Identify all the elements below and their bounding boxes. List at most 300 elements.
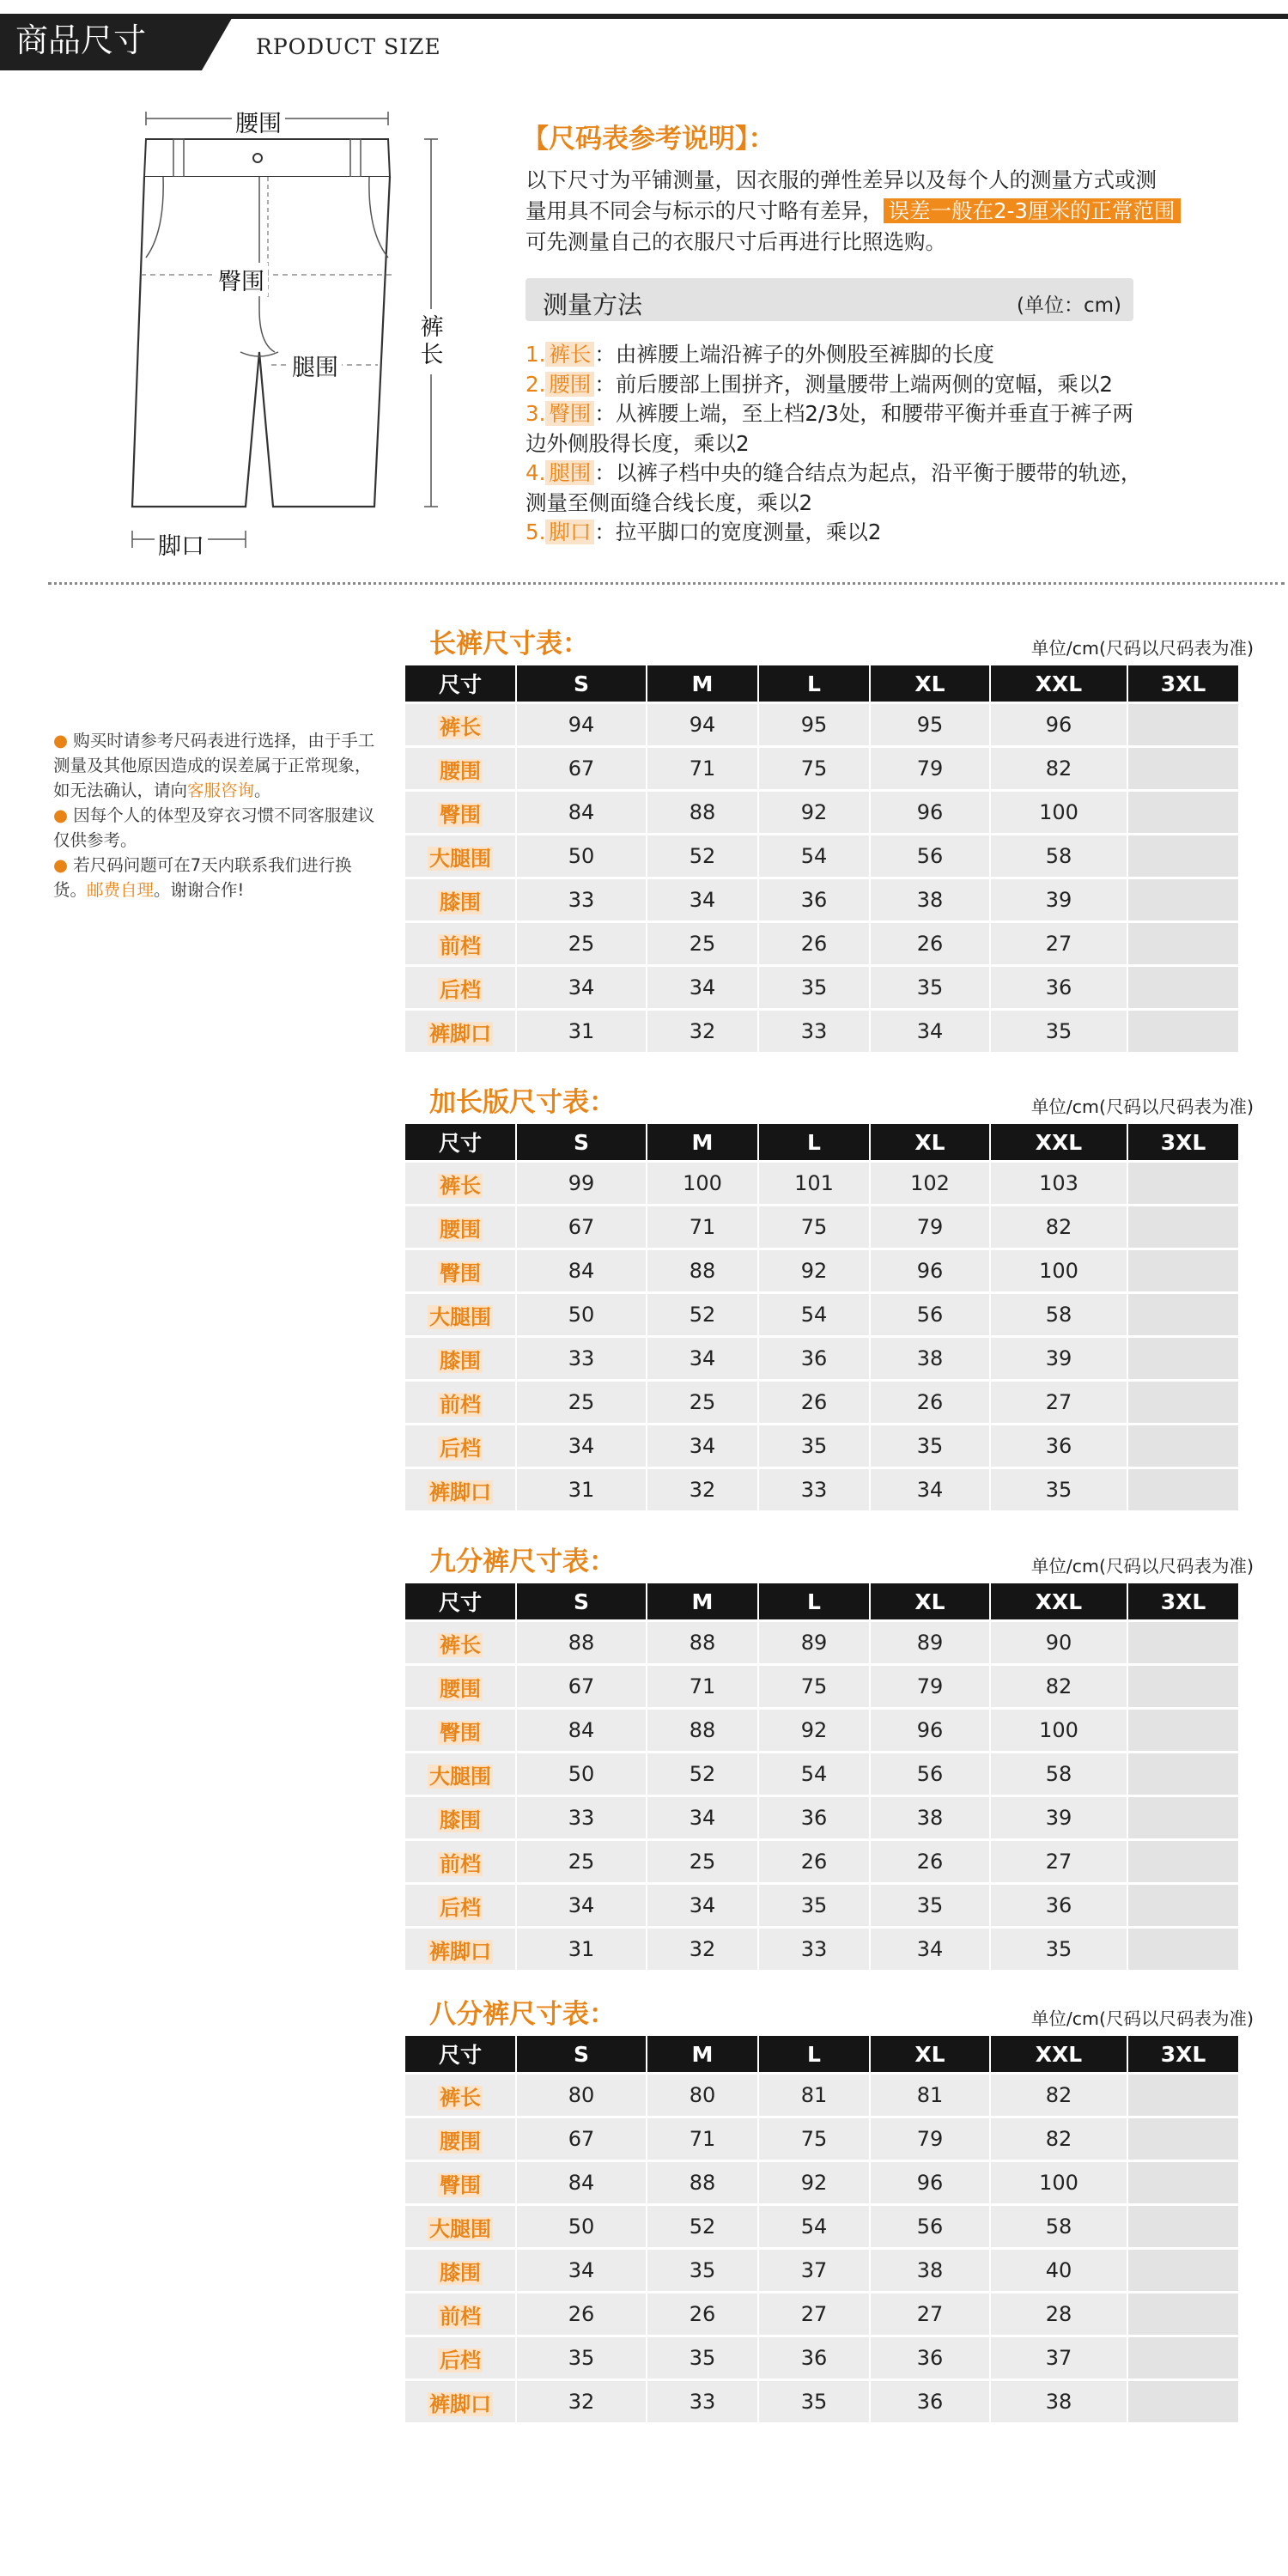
table-cell: 36 <box>871 2337 989 2379</box>
table-cell <box>1128 1929 1238 1970</box>
column-header: M <box>647 2036 757 2072</box>
table-row <box>405 1841 1238 1882</box>
table-cell: 34 <box>517 1425 646 1467</box>
row-label <box>405 1622 515 1663</box>
table-row <box>405 2075 1238 2116</box>
row-label <box>405 748 515 789</box>
table-cell: 50 <box>517 1294 646 1335</box>
table-cell: 95 <box>759 704 869 745</box>
table-cell: 25 <box>517 1382 646 1423</box>
table-row <box>405 748 1238 789</box>
table-row <box>405 2337 1238 2379</box>
table-cell: 34 <box>517 2250 646 2291</box>
row-label-text: 裤脚口 <box>429 1021 491 1046</box>
row-label-text: 裤长 <box>440 714 481 739</box>
row-label <box>405 1425 515 1467</box>
column-header: S <box>517 665 646 702</box>
table-cell: 33 <box>759 1929 869 1970</box>
table-cell <box>1128 792 1238 833</box>
method-key: 裤长 <box>545 342 594 367</box>
table-cell: 79 <box>871 748 989 789</box>
column-header: S <box>517 1583 646 1619</box>
table-cell: 38 <box>871 1338 989 1379</box>
row-label <box>405 704 515 745</box>
row-label <box>405 1011 515 1052</box>
row-label <box>405 2206 515 2247</box>
column-header: L <box>759 1124 869 1160</box>
method-key: 脚口 <box>545 519 594 544</box>
table-cell: 39 <box>991 879 1127 920</box>
table-row <box>405 1250 1238 1291</box>
table-title: 八分裤尺寸表： <box>429 1999 616 2030</box>
table-row <box>405 1294 1238 1335</box>
reference-text <box>526 165 1212 258</box>
method-text: ：由裤腰上端沿裤子的外侧股至裤脚的长度 <box>594 342 994 367</box>
row-label-text: 臀围 <box>440 2172 481 2197</box>
table-row <box>405 1666 1238 1707</box>
table-cell: 96 <box>871 1710 989 1751</box>
table-cell: 26 <box>759 923 869 964</box>
table-cell: 100 <box>991 2162 1127 2203</box>
column-header: M <box>647 1583 757 1619</box>
column-header: 尺寸 <box>405 2036 515 2072</box>
method-text: ：前后腰部上围拼齐，测量腰带上端两侧的宽幅，乘以2 <box>594 371 1113 397</box>
table-cell: 38 <box>991 2381 1127 2422</box>
table-cell: 35 <box>871 967 989 1008</box>
side-note <box>53 803 380 853</box>
table-cell: 37 <box>759 2250 869 2291</box>
table-cell: 36 <box>759 879 869 920</box>
table-cell: 33 <box>517 879 646 920</box>
table-header-row <box>405 665 1238 702</box>
table-cell: 101 <box>759 1163 869 1204</box>
table-cell <box>1128 2162 1238 2203</box>
pants-diagram <box>120 94 481 575</box>
size-table <box>404 2033 1240 2425</box>
method-number: 2. <box>526 371 546 397</box>
table-cell <box>1128 2250 1238 2291</box>
table-cell: 80 <box>647 2075 757 2116</box>
table-cell: 50 <box>517 835 646 877</box>
table-cell: 50 <box>517 2206 646 2247</box>
row-label-text: 前档 <box>440 933 481 958</box>
bullet-icon: ● <box>53 805 74 825</box>
row-label-text: 裤脚口 <box>429 2391 491 2416</box>
table-unit-note: 单位/cm(尺码以尺码表为准) <box>1030 638 1254 659</box>
table-cell <box>1128 1885 1238 1926</box>
thigh-label: 腿围 <box>289 349 342 382</box>
table-cell: 88 <box>647 2162 757 2203</box>
table-cell: 37 <box>991 2337 1127 2379</box>
table-cell: 71 <box>647 1666 757 1707</box>
table-cell: 31 <box>517 1469 646 1510</box>
table-row <box>405 1206 1238 1248</box>
table-row <box>405 1425 1238 1467</box>
table-cell: 25 <box>517 923 646 964</box>
table-cell: 26 <box>647 2293 757 2335</box>
table-cell: 100 <box>647 1163 757 1204</box>
row-label-text: 后档 <box>440 1895 481 1920</box>
table-cell: 58 <box>991 1294 1127 1335</box>
row-label <box>405 1929 515 1970</box>
table-cell: 71 <box>647 2118 757 2160</box>
table-cell: 75 <box>759 748 869 789</box>
row-label-text: 腰围 <box>440 758 481 783</box>
table-cell <box>1128 1797 1238 1838</box>
size-table <box>404 1121 1240 1513</box>
length-label: 裤长 <box>417 309 447 374</box>
row-label <box>405 1250 515 1291</box>
table-cell: 84 <box>517 1250 646 1291</box>
table-cell: 82 <box>991 2118 1127 2160</box>
table-cell: 67 <box>517 1206 646 1248</box>
table-row <box>405 1929 1238 1970</box>
table-title: 长裤尺寸表： <box>429 629 589 659</box>
table-cell: 54 <box>759 835 869 877</box>
column-header: S <box>517 1124 646 1160</box>
table-cell: 35 <box>517 2337 646 2379</box>
table-cell: 89 <box>871 1622 989 1663</box>
table-cell: 58 <box>991 1753 1127 1795</box>
table-cell: 35 <box>647 2337 757 2379</box>
table-cell: 36 <box>759 2337 869 2379</box>
row-label <box>405 1469 515 1510</box>
side-note-text: 因每个人的体型及穿衣习惯不同客服建议仅供参考。 <box>53 805 375 850</box>
table-cell: 34 <box>647 1797 757 1838</box>
measure-method-bar <box>526 278 1133 321</box>
table-title: 九分裤尺寸表： <box>429 1546 616 1577</box>
table-cell: 34 <box>871 1469 989 1510</box>
column-header: XL <box>871 1583 989 1619</box>
reference-line <box>526 196 1212 227</box>
waist-label: 腰围 <box>232 105 285 138</box>
row-label <box>405 1753 515 1795</box>
table-cell: 35 <box>759 967 869 1008</box>
table-cell: 26 <box>871 923 989 964</box>
table-cell <box>1128 1710 1238 1751</box>
row-label-text: 臀围 <box>440 1261 481 1285</box>
row-label-text: 膝围 <box>440 2260 481 2285</box>
table-unit-note: 单位/cm(尺码以尺码表为准) <box>1030 1556 1254 1577</box>
table-cell: 96 <box>991 704 1127 745</box>
table-cell: 27 <box>991 1382 1127 1423</box>
table-header-row <box>405 1583 1238 1619</box>
row-label-text: 大腿围 <box>429 846 491 871</box>
table-row <box>405 1622 1238 1663</box>
table-cell: 52 <box>647 1753 757 1795</box>
table-cell: 100 <box>991 1250 1127 1291</box>
reference-line: 可先测量自己的衣服尺寸后再进行比照选购。 <box>526 229 946 254</box>
table-cell: 54 <box>759 2206 869 2247</box>
table-cell: 71 <box>647 1206 757 1248</box>
row-label-text: 腰围 <box>440 1217 481 1242</box>
column-header: M <box>647 665 757 702</box>
table-row <box>405 2118 1238 2160</box>
method-number: 1. <box>526 342 546 367</box>
customer-service-highlight: 客服咨询 <box>187 781 255 800</box>
method-continuation: 测量至侧面缝合线长度，乘以2 <box>526 489 813 515</box>
table-cell: 38 <box>871 2250 989 2291</box>
table-cell: 27 <box>759 2293 869 2335</box>
table-cell: 34 <box>647 879 757 920</box>
column-header: 尺寸 <box>405 665 515 702</box>
table-cell: 82 <box>991 748 1127 789</box>
row-label-text: 臀围 <box>440 1720 481 1745</box>
column-header: XL <box>871 665 989 702</box>
row-label <box>405 1206 515 1248</box>
table-cell: 81 <box>871 2075 989 2116</box>
column-header: L <box>759 1583 869 1619</box>
column-header: L <box>759 665 869 702</box>
table-cell: 31 <box>517 1011 646 1052</box>
table-cell <box>1128 1382 1238 1423</box>
table-cell: 36 <box>759 1338 869 1379</box>
method-item <box>526 340 1255 370</box>
row-label <box>405 792 515 833</box>
column-header: 3XL <box>1128 665 1238 702</box>
column-header: XXL <box>991 2036 1127 2072</box>
table-cell: 25 <box>517 1841 646 1882</box>
method-continuation: 边外侧股得长度，乘以2 <box>526 430 750 456</box>
table-cell: 26 <box>871 1841 989 1882</box>
table-cell: 88 <box>647 792 757 833</box>
table-cell: 33 <box>759 1469 869 1510</box>
table-cell: 81 <box>759 2075 869 2116</box>
side-note-text: 。谢谢合作! <box>154 880 245 900</box>
table-cell: 75 <box>759 2118 869 2160</box>
table-cell: 27 <box>991 923 1127 964</box>
table-cell <box>1128 1011 1238 1052</box>
row-label <box>405 879 515 920</box>
column-header: S <box>517 2036 646 2072</box>
measure-method-title: 测量方法 <box>543 290 643 319</box>
table-cell: 88 <box>647 1622 757 1663</box>
table-cell: 36 <box>991 967 1127 1008</box>
table-cell: 71 <box>647 748 757 789</box>
table-cell <box>1128 879 1238 920</box>
row-label-text: 臀围 <box>440 802 481 827</box>
table-cell: 80 <box>517 2075 646 2116</box>
table-cell: 92 <box>759 1710 869 1751</box>
table-cell: 56 <box>871 2206 989 2247</box>
row-label <box>405 923 515 964</box>
table-cell: 26 <box>759 1382 869 1423</box>
table-cell: 39 <box>991 1338 1127 1379</box>
method-text: ：拉平脚口的宽度测量，乘以2 <box>594 519 882 544</box>
side-note-text: 购买时请参考尺码表进行选择，由于手工测量及其他原因造成的误差属于正常现象，如无法确认，请向 <box>53 731 375 800</box>
column-header: 尺寸 <box>405 1583 515 1619</box>
table-cell: 25 <box>647 923 757 964</box>
table-cell: 67 <box>517 2118 646 2160</box>
table-unit-note: 单位/cm(尺码以尺码表为准) <box>1030 1097 1254 1117</box>
table-cell: 26 <box>871 1382 989 1423</box>
table-cell <box>1128 967 1238 1008</box>
section-divider <box>48 582 1285 585</box>
table-cell: 84 <box>517 792 646 833</box>
column-header: M <box>647 1124 757 1160</box>
table-title: 加长版尺寸表： <box>429 1087 616 1118</box>
table-cell <box>1128 748 1238 789</box>
table-cell: 38 <box>871 1797 989 1838</box>
table-cell: 33 <box>517 1338 646 1379</box>
row-label-text: 后档 <box>440 977 481 1002</box>
table-cell: 102 <box>871 1163 989 1204</box>
table-cell <box>1128 835 1238 877</box>
table-cell: 35 <box>871 1425 989 1467</box>
method-number: 4. <box>526 460 546 485</box>
table-cell: 32 <box>647 1011 757 1052</box>
method-key: 臀围 <box>545 401 594 426</box>
table-cell: 35 <box>991 1469 1127 1510</box>
table-row <box>405 835 1238 877</box>
table-cell <box>1128 2118 1238 2160</box>
table-cell: 35 <box>991 1011 1127 1052</box>
table-cell: 39 <box>991 1797 1127 1838</box>
side-note-text: 。 <box>254 781 271 800</box>
table-cell <box>1128 1469 1238 1510</box>
method-number: 5. <box>526 519 546 544</box>
row-label <box>405 2118 515 2160</box>
table-cell: 34 <box>871 1011 989 1052</box>
table-cell: 33 <box>517 1797 646 1838</box>
row-label-text: 后档 <box>440 2348 481 2372</box>
row-label-text: 前档 <box>440 1392 481 1417</box>
table-cell: 96 <box>871 1250 989 1291</box>
row-label <box>405 2293 515 2335</box>
table-row <box>405 1753 1238 1795</box>
table-cell: 27 <box>871 2293 989 2335</box>
table-cell: 34 <box>647 1338 757 1379</box>
table-row <box>405 2206 1238 2247</box>
table-cell: 32 <box>647 1929 757 1970</box>
row-label-text: 大腿围 <box>429 1764 491 1789</box>
table-cell: 25 <box>647 1841 757 1882</box>
row-label <box>405 2162 515 2203</box>
table-row <box>405 1469 1238 1510</box>
table-cell: 52 <box>647 2206 757 2247</box>
method-text: ：以裤子档中央的缝合结点为起点，沿平衡于腰带的轨迹， <box>594 460 1142 485</box>
table-cell: 36 <box>991 1425 1127 1467</box>
row-label-text: 大腿围 <box>429 1304 491 1329</box>
table-cell: 50 <box>517 1753 646 1795</box>
table-cell: 92 <box>759 2162 869 2203</box>
table-cell <box>1128 1622 1238 1663</box>
row-label <box>405 1797 515 1838</box>
table-cell: 38 <box>871 879 989 920</box>
table-row <box>405 2381 1238 2422</box>
size-table <box>404 1581 1240 1972</box>
table-cell: 26 <box>759 1841 869 1882</box>
table-header-row <box>405 2036 1238 2072</box>
table-cell: 52 <box>647 835 757 877</box>
table-cell: 88 <box>517 1622 646 1663</box>
table-row <box>405 1885 1238 1926</box>
table-row <box>405 2162 1238 2203</box>
row-label <box>405 1338 515 1379</box>
page-title: 商品尺寸 <box>0 14 202 70</box>
row-label <box>405 1666 515 1707</box>
row-label <box>405 1382 515 1423</box>
table-cell: 36 <box>991 1885 1127 1926</box>
reference-line-text: 量用具不同会与标示的尺寸略有差异， <box>526 198 884 223</box>
table-cell: 79 <box>871 2118 989 2160</box>
column-header: XXL <box>991 1124 1127 1160</box>
table-row <box>405 1797 1238 1838</box>
bullet-icon: ● <box>53 855 74 875</box>
row-label <box>405 2075 515 2116</box>
table-row <box>405 879 1238 920</box>
measure-unit: (单位：cm) <box>1017 295 1121 317</box>
table-cell <box>1128 1294 1238 1335</box>
table-cell: 84 <box>517 1710 646 1751</box>
row-label-text: 腰围 <box>440 1676 481 1701</box>
table-cell: 96 <box>871 792 989 833</box>
table-cell: 27 <box>991 1841 1127 1882</box>
column-header: XXL <box>991 1583 1127 1619</box>
row-label-text: 裤长 <box>440 1632 481 1657</box>
row-label-text: 裤长 <box>440 2085 481 2110</box>
table-cell: 67 <box>517 1666 646 1707</box>
table-cell: 58 <box>991 835 1127 877</box>
table-cell: 35 <box>871 1885 989 1926</box>
row-label <box>405 2337 515 2379</box>
column-header: XL <box>871 1124 989 1160</box>
row-label-text: 裤长 <box>440 1173 481 1198</box>
hem-label: 脚口 <box>155 527 208 561</box>
row-label-text: 大腿围 <box>429 2216 491 2241</box>
table-cell: 56 <box>871 1753 989 1795</box>
table-row <box>405 2293 1238 2335</box>
table-cell: 35 <box>759 2381 869 2422</box>
table-cell: 34 <box>647 1425 757 1467</box>
table-cell: 34 <box>647 1885 757 1926</box>
table-row <box>405 704 1238 745</box>
table-cell: 84 <box>517 2162 646 2203</box>
row-label-text: 膝围 <box>440 890 481 914</box>
row-label-text: 裤脚口 <box>429 1479 491 1504</box>
table-row <box>405 1710 1238 1751</box>
table-cell: 35 <box>991 1929 1127 1970</box>
table-cell <box>1128 1425 1238 1467</box>
table-cell: 33 <box>759 1011 869 1052</box>
table-cell: 40 <box>991 2250 1127 2291</box>
table-cell: 94 <box>647 704 757 745</box>
column-header: XXL <box>991 665 1127 702</box>
table-cell: 26 <box>517 2293 646 2335</box>
reference-title: 【尺码表参考说明】： <box>522 124 775 155</box>
row-label <box>405 1885 515 1926</box>
table-cell: 99 <box>517 1163 646 1204</box>
side-note-text: 若尺码问题可在7天内联系我们进行换货。 <box>53 855 352 900</box>
table-cell: 35 <box>759 1885 869 1926</box>
table-cell: 28 <box>991 2293 1127 2335</box>
table-cell: 82 <box>991 1666 1127 1707</box>
method-item <box>526 399 1255 429</box>
hip-label: 臀围 <box>215 263 268 296</box>
table-cell: 32 <box>647 1469 757 1510</box>
table-cell <box>1128 2075 1238 2116</box>
table-cell <box>1128 1666 1238 1707</box>
row-label-text: 后档 <box>440 1436 481 1461</box>
table-cell <box>1128 1250 1238 1291</box>
table-cell <box>1128 1841 1238 1882</box>
title-tab-corner <box>202 14 234 70</box>
reference-line: 以下尺寸为平铺测量，因衣服的弹性差异以及每个人的测量方式或测 <box>526 167 1157 192</box>
table-cell: 34 <box>517 1885 646 1926</box>
column-header: 3XL <box>1128 1583 1238 1619</box>
table-cell: 96 <box>871 2162 989 2203</box>
table-cell: 54 <box>759 1294 869 1335</box>
